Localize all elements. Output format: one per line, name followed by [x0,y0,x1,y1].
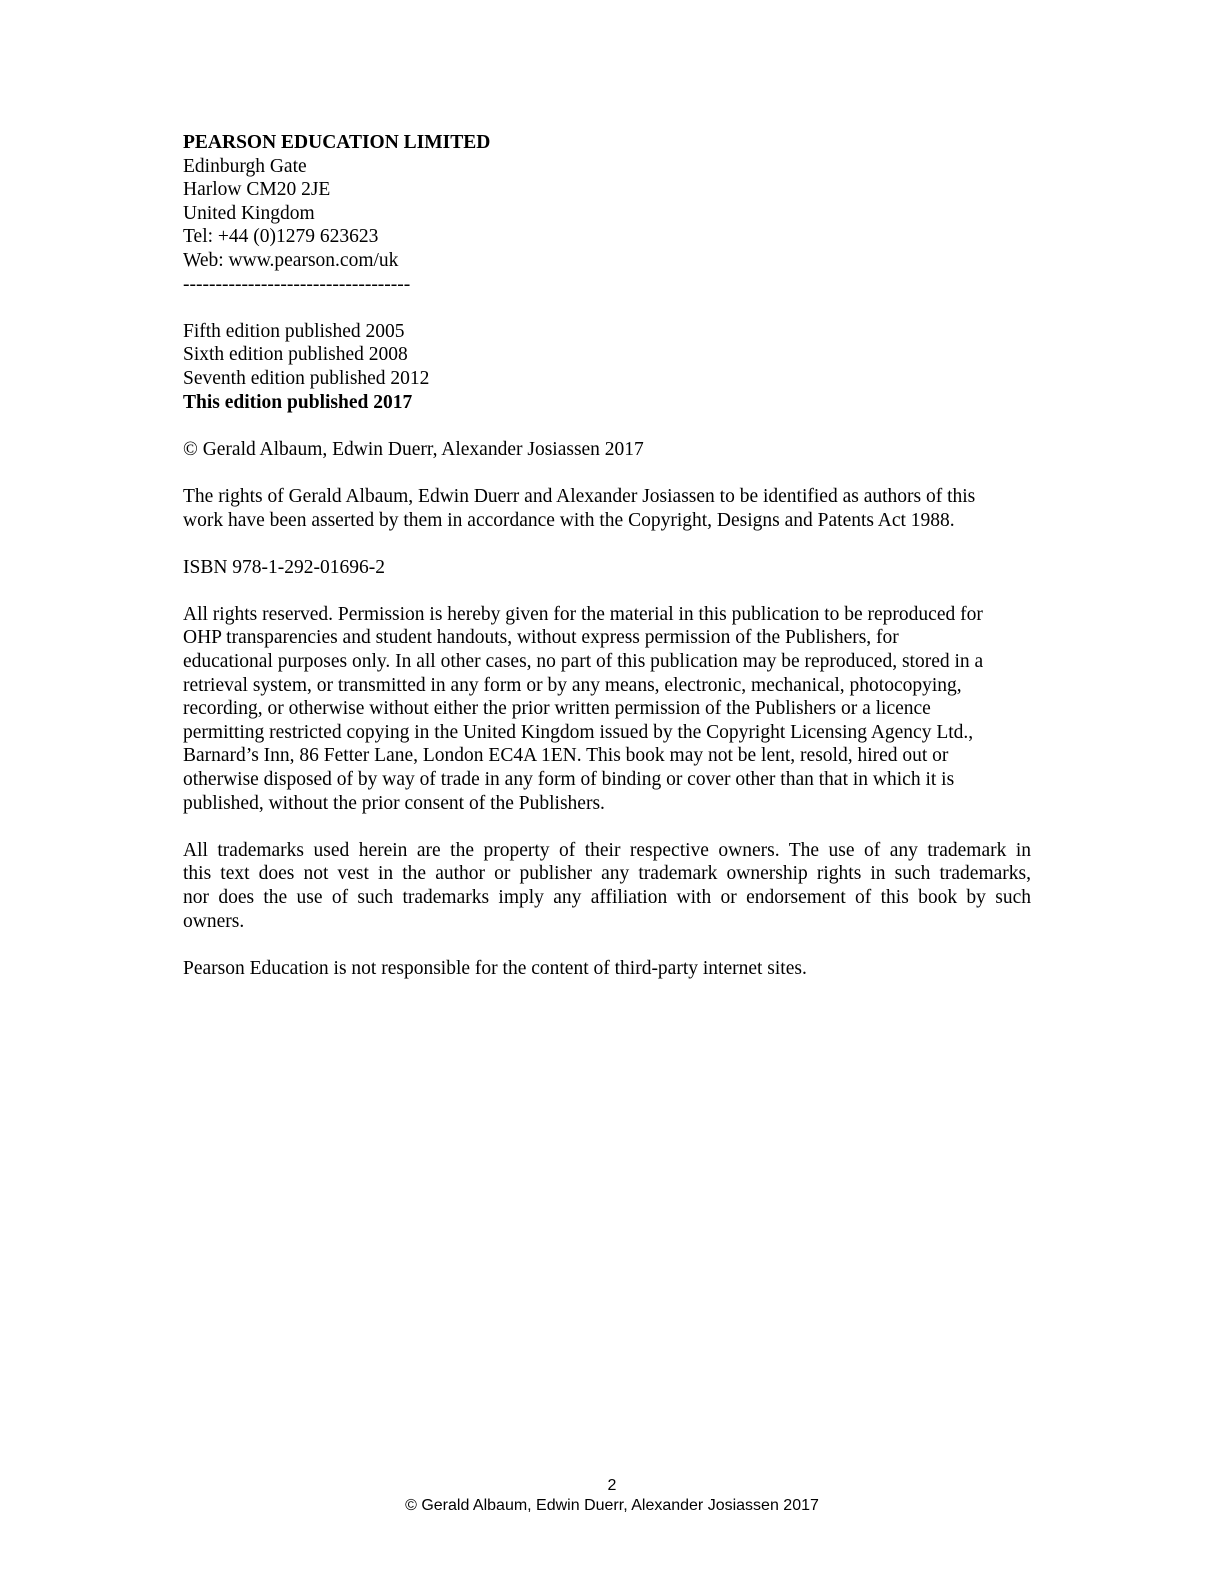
divider: ----------------------------------- [183,273,411,295]
telephone: Tel: +44 (0)1279 623623 [183,226,379,248]
edition-fifth: Fifth edition published 2005 [183,320,405,342]
all-rights-line: retrieval system, or transmitted in any form or by any means, electronic, mechanical, photocopying, [183,674,962,696]
edition-seventh: Seventh edition published 2012 [183,367,430,389]
all-rights-line: educational purposes only. In all other cases, no part of this publication may be reproduced, stored in a [183,651,984,673]
all-rights-line: permitting restricted copying in the United Kingdom issued by the Copyright Licensing Agency Ltd., [183,721,974,743]
all-rights-line: Barnard’s Inn, 86 Fetter Lane, London EC4A 1EN. This book may not be lent, resold, hired out or [183,745,949,767]
all-rights-line: OHP transparencies and student handouts, without express permission of the Publishers, for [183,627,899,649]
all-rights-line: otherwise disposed of by way of trade in any form of binding or cover other than that in which it is [183,769,955,791]
publisher-block [183,131,1031,296]
address-line-3: United Kingdom [183,202,315,224]
edition-sixth: Sixth edition published 2008 [183,344,408,366]
all-rights-line: published, without the prior consent of the Publishers. [183,792,605,814]
footer-copyright: © Gerald Albaum, Edwin Duerr, Alexander Josiassen 2017 [405,1497,819,1514]
trademarks-line: nor does the use of such trademarks imply any affiliation with or endorsement of this book by such [183,887,1031,908]
editions-block [183,320,1031,414]
trademarks-paragraph [183,839,1031,933]
rights-line-1: The rights of Gerald Albaum, Edwin Duerr and Alexander Josiassen to be identified as authors of this [183,485,976,507]
trademarks-line: this text does not vest in the author or publisher any trademark ownership rights in such trademarks, [183,863,1031,885]
trademarks-line: owners. [183,910,245,932]
page-number: 2 [607,1477,617,1494]
all-rights-line: All rights reserved. Permission is hereby given for the material in this publication to be reproduced for [183,603,983,625]
rights-paragraph [183,485,1031,532]
address-line-2: Harlow CM20 2JE [183,179,331,201]
all-rights-paragraph [183,603,1031,815]
copyright-notice: © Gerald Albaum, Edwin Duerr, Alexander Josiassen 2017 [183,438,644,460]
disclaimer: Pearson Education is not responsible for the content of third-party internet sites. [183,957,807,979]
address-line-1: Edinburgh Gate [183,155,307,177]
all-rights-line: recording, or otherwise without either the prior written permission of the Publishers or a licence [183,698,931,720]
edition-current: This edition published 2017 [183,391,413,413]
publisher-name: PEARSON EDUCATION LIMITED [183,132,491,153]
rights-line-2: work have been asserted by them in accordance with the Copyright, Designs and Patents Act 1988. [183,509,955,531]
trademarks-line: All trademarks used herein are the property of their respective owners. The use of any trademark in [183,839,1031,861]
page-content [183,131,1031,980]
website: Web: www.pearson.com/uk [183,249,399,271]
isbn: ISBN 978-1-292-01696-2 [183,556,386,578]
